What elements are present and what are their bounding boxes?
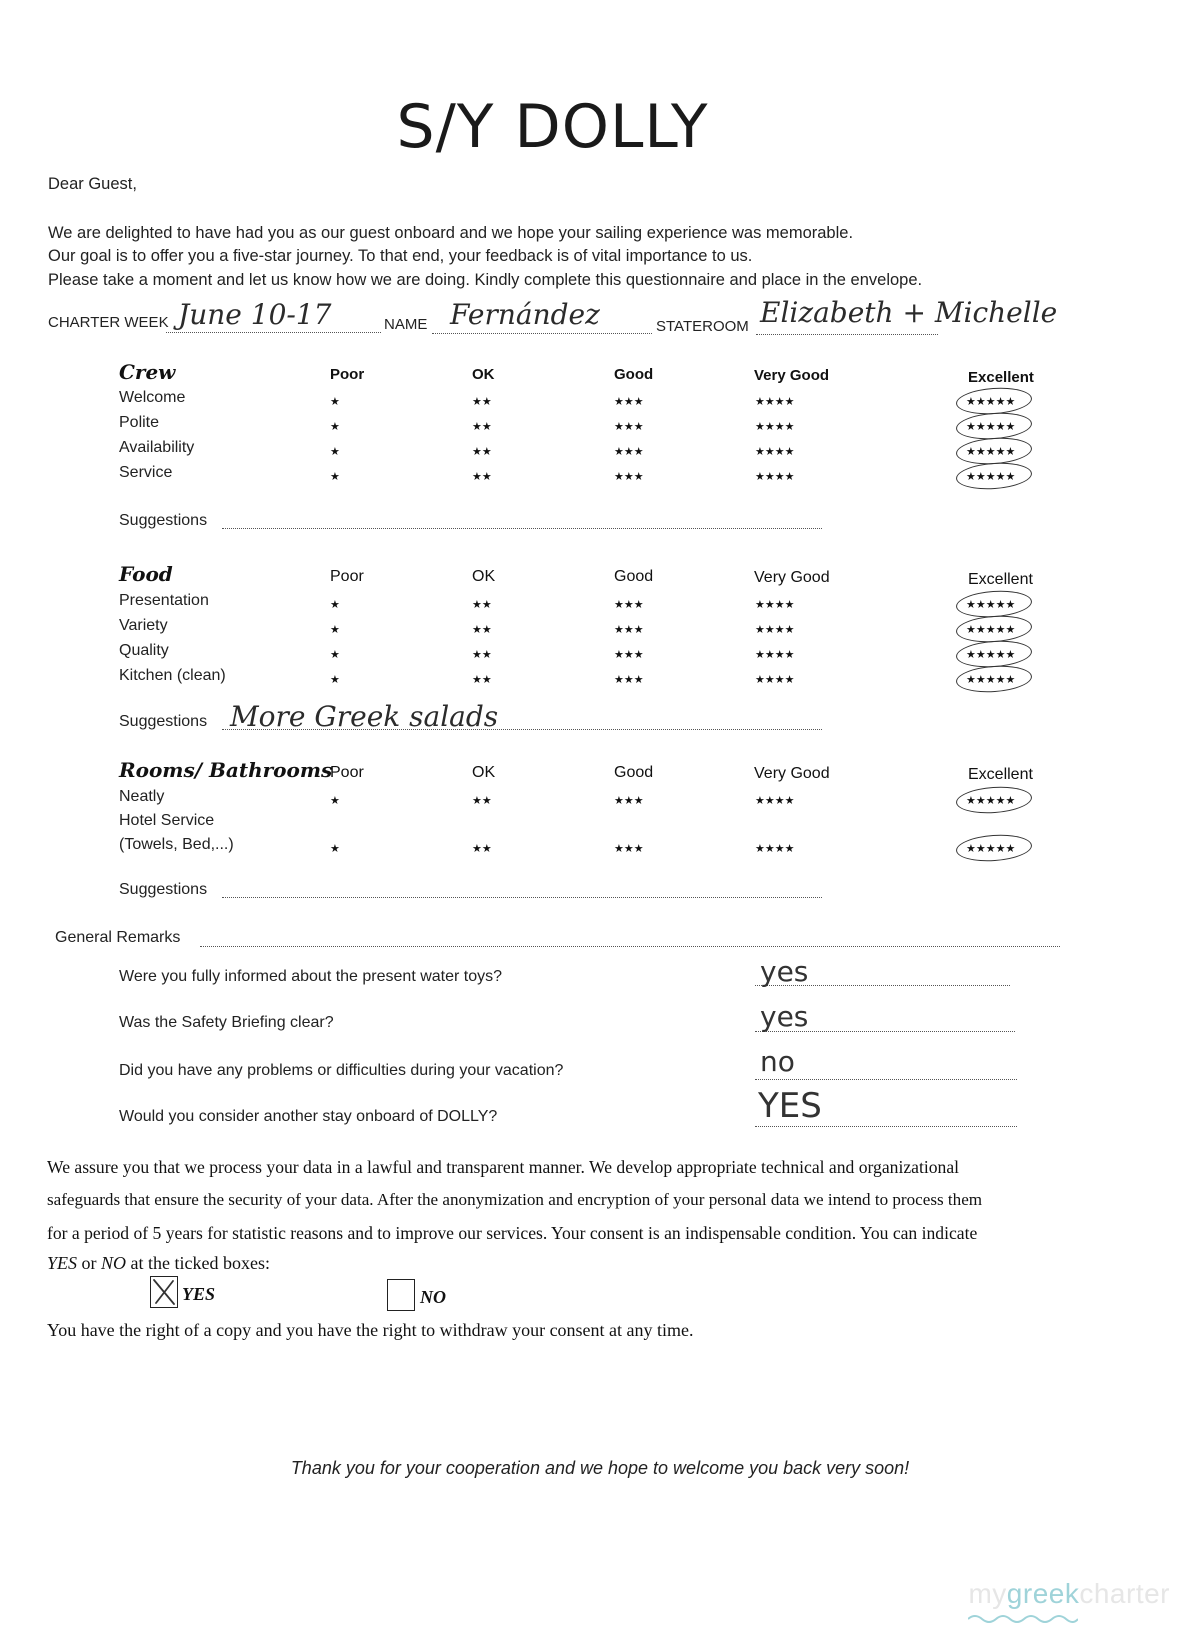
crew-col-excellent: Excellent (968, 369, 1034, 386)
name-value[interactable]: Fernández (450, 298, 600, 331)
question-another-stay: Would you consider another stay onboard of DOLLY? (119, 1108, 498, 1125)
consent-no-checkbox[interactable] (387, 1279, 415, 1311)
rooms-col-very-good: Very Good (754, 765, 830, 782)
privacy-yes-word: YES (47, 1253, 78, 1273)
rooms-1-stars-3[interactable]: ★★★ (614, 795, 644, 807)
food-col-excellent: Excellent (968, 571, 1033, 588)
answer-line-another-stay (755, 1126, 1017, 1127)
charter-week-value[interactable]: June 10-17 (178, 298, 332, 331)
food-2-stars-2[interactable]: ★★ (472, 624, 492, 636)
privacy-or-word: or (81, 1253, 97, 1273)
question-water-toys: Were you fully informed about the present water toys? (119, 968, 503, 985)
food-item-kitchen: Kitchen (clean) (119, 667, 226, 684)
rooms-1-stars-4[interactable]: ★★★★ (755, 795, 795, 807)
crew-3-stars-3[interactable]: ★★★ (614, 446, 644, 458)
food-1-stars-4[interactable]: ★★★★ (755, 599, 795, 611)
name-label: NAME (384, 316, 428, 333)
rooms-col-ok: OK (472, 764, 496, 781)
crew-2-stars-4[interactable]: ★★★★ (755, 421, 795, 433)
answer-problems[interactable]: no (760, 1045, 795, 1078)
crew-1-stars-1[interactable]: ★ (330, 396, 340, 408)
food-1-stars-5[interactable]: ★★★★★ (966, 599, 1016, 611)
intro-line-1: We are delighted to have had you as our guest onboard and we hope your sailing experience was memorable. (48, 224, 854, 242)
closing-message: Thank you for your cooperation and we hope to welcome you back very soon! (290, 1458, 910, 1478)
rooms-1-stars-1[interactable]: ★ (330, 795, 340, 807)
stateroom-label: STATEROOM (656, 318, 749, 335)
food-3-stars-3[interactable]: ★★★ (614, 649, 644, 661)
crew-item-polite: Polite (119, 414, 160, 431)
answer-another-stay[interactable]: YES (758, 1086, 822, 1126)
privacy-rights: You have the right of a copy and you have the right to withdraw your consent at any time. (47, 1320, 694, 1340)
food-2-stars-5[interactable]: ★★★★★ (966, 624, 1016, 636)
crew-4-stars-3[interactable]: ★★★ (614, 471, 644, 483)
general-remarks-label: General Remarks (55, 929, 181, 946)
privacy-tail: at the ticked boxes: (130, 1253, 270, 1273)
general-remarks-line (200, 946, 1060, 947)
rooms-3-stars-4[interactable]: ★★★★ (755, 843, 795, 855)
crew-item-availability: Availability (119, 439, 195, 456)
rooms-col-excellent: Excellent (968, 766, 1033, 783)
crew-col-good: Good (614, 366, 654, 383)
crew-3-stars-1[interactable]: ★ (330, 446, 340, 458)
section-title-food: Food (119, 562, 173, 586)
crew-suggestions-label: Suggestions (119, 512, 208, 529)
privacy-line-2: safeguards that ensure the security of your data. After the anonymization and encryption of your personal data we intend to process them (47, 1190, 983, 1209)
food-2-stars-1[interactable]: ★ (330, 624, 340, 636)
watermark-middle: greek (1006, 1578, 1080, 1609)
food-4-stars-4[interactable]: ★★★★ (755, 674, 795, 686)
stateroom-line (756, 334, 938, 335)
crew-item-welcome: Welcome (119, 389, 186, 406)
watermark-left: my (968, 1578, 1007, 1609)
food-1-stars-1[interactable]: ★ (330, 599, 340, 611)
charter-week-label: CHARTER WEEK (48, 314, 169, 331)
crew-4-stars-5[interactable]: ★★★★★ (966, 471, 1016, 483)
crew-4-stars-4[interactable]: ★★★★ (755, 471, 795, 483)
food-item-variety: Variety (119, 617, 168, 634)
crew-2-stars-1[interactable]: ★ (330, 421, 340, 433)
privacy-no-word: NO (101, 1253, 127, 1273)
food-3-stars-4[interactable]: ★★★★ (755, 649, 795, 661)
rooms-item-towels-bed: (Towels, Bed,...) (119, 836, 234, 853)
crew-4-stars-1[interactable]: ★ (330, 471, 340, 483)
food-col-good: Good (614, 568, 654, 585)
food-suggestions-label: Suggestions (119, 713, 208, 730)
watermark-wave-icon (968, 1613, 1078, 1625)
food-4-stars-2[interactable]: ★★ (472, 674, 492, 686)
crew-col-poor: Poor (330, 366, 365, 383)
privacy-line-4 (47, 1253, 270, 1274)
rooms-1-stars-5[interactable]: ★★★★★ (966, 795, 1016, 807)
food-4-stars-5[interactable]: ★★★★★ (966, 674, 1016, 686)
rooms-3-stars-2[interactable]: ★★ (472, 843, 492, 855)
crew-1-stars-2[interactable]: ★★ (472, 396, 492, 408)
crew-3-stars-5[interactable]: ★★★★★ (966, 446, 1016, 458)
food-3-stars-1[interactable]: ★ (330, 649, 340, 661)
rooms-suggestions-line (222, 897, 822, 898)
watermark-logo (968, 1578, 1170, 1610)
consent-yes-label: YES (182, 1284, 216, 1304)
answer-safety-briefing[interactable]: yes (760, 1000, 809, 1033)
food-3-stars-2[interactable]: ★★ (472, 649, 492, 661)
consent-no-label: NO (420, 1287, 446, 1307)
food-2-stars-4[interactable]: ★★★★ (755, 624, 795, 636)
stateroom-value[interactable]: Elizabeth + Michelle (760, 296, 1058, 329)
crew-1-stars-5[interactable]: ★★★★★ (966, 396, 1016, 408)
food-col-poor: Poor (330, 568, 364, 585)
food-3-stars-5[interactable]: ★★★★★ (966, 649, 1016, 661)
checkmark-x-icon (151, 1277, 177, 1307)
rooms-3-stars-1[interactable]: ★ (330, 843, 340, 855)
crew-col-ok: OK (472, 366, 495, 383)
charter-week-line (166, 332, 381, 333)
crew-3-stars-2[interactable]: ★★ (472, 446, 492, 458)
answer-line-problems (755, 1079, 1017, 1080)
rooms-item-neatly: Neatly (119, 788, 165, 805)
crew-2-stars-5[interactable]: ★★★★★ (966, 421, 1016, 433)
privacy-line-3: for a period of 5 years for statistic reasons and to improve our services. Your consent is an indispensable condition. You can indicate (47, 1223, 978, 1243)
crew-1-stars-3[interactable]: ★★★ (614, 396, 644, 408)
crew-1-stars-4[interactable]: ★★★★ (755, 396, 795, 408)
selected-rating-circle (955, 460, 1033, 491)
food-col-very-good: Very Good (754, 569, 830, 586)
crew-2-stars-2[interactable]: ★★ (472, 421, 492, 433)
crew-item-service: Service (119, 464, 173, 481)
selected-rating-circle (955, 784, 1033, 815)
rooms-1-stars-2[interactable]: ★★ (472, 795, 492, 807)
privacy-line-1: We assure you that we process your data in a lawful and transparent manner. We develop appropriate technical and organizational (47, 1157, 960, 1177)
question-safety-briefing: Was the Safety Briefing clear? (119, 1014, 334, 1031)
crew-2-stars-3[interactable]: ★★★ (614, 421, 644, 433)
crew-3-stars-4[interactable]: ★★★★ (755, 446, 795, 458)
intro-line-3: Please take a moment and let us know how we are doing. Kindly complete this questionnaire and place in the envelope. (48, 271, 923, 289)
rooms-col-poor: Poor (330, 764, 364, 781)
selected-rating-circle (955, 663, 1033, 694)
food-col-ok: OK (472, 568, 496, 585)
food-suggestions-value[interactable]: More Greek salads (230, 700, 499, 733)
document-title: S/Y DOLLY (396, 92, 709, 162)
crew-4-stars-2[interactable]: ★★ (472, 471, 492, 483)
selected-rating-circle (955, 832, 1033, 863)
food-2-stars-3[interactable]: ★★★ (614, 624, 644, 636)
section-title-crew: Crew (119, 360, 176, 384)
food-item-quality: Quality (119, 642, 169, 659)
rooms-col-good: Good (614, 764, 654, 781)
rooms-suggestions-label: Suggestions (119, 881, 208, 898)
section-title-rooms: Rooms/ Bathrooms (119, 758, 333, 782)
name-line (432, 333, 652, 334)
consent-yes-checkbox[interactable] (150, 1276, 178, 1308)
food-4-stars-1[interactable]: ★ (330, 674, 340, 686)
question-problems: Did you have any problems or difficulties during your vacation? (119, 1062, 564, 1079)
watermark-right: charter (1079, 1578, 1170, 1609)
intro-line-2: Our goal is to offer you a five-star journey. To that end, your feedback is of vital importance to us. (48, 247, 753, 265)
crew-suggestions-line (222, 528, 822, 529)
rooms-3-stars-3[interactable]: ★★★ (614, 843, 644, 855)
rooms-3-stars-5[interactable]: ★★★★★ (966, 843, 1016, 855)
greeting: Dear Guest, (48, 175, 137, 193)
rooms-item-hotel-service: Hotel Service (119, 812, 215, 829)
food-1-stars-2[interactable]: ★★ (472, 599, 492, 611)
food-1-stars-3[interactable]: ★★★ (614, 599, 644, 611)
food-4-stars-3[interactable]: ★★★ (614, 674, 644, 686)
crew-col-very-good: Very Good (754, 367, 830, 384)
answer-water-toys[interactable]: yes (760, 955, 809, 988)
food-item-presentation: Presentation (119, 592, 209, 609)
